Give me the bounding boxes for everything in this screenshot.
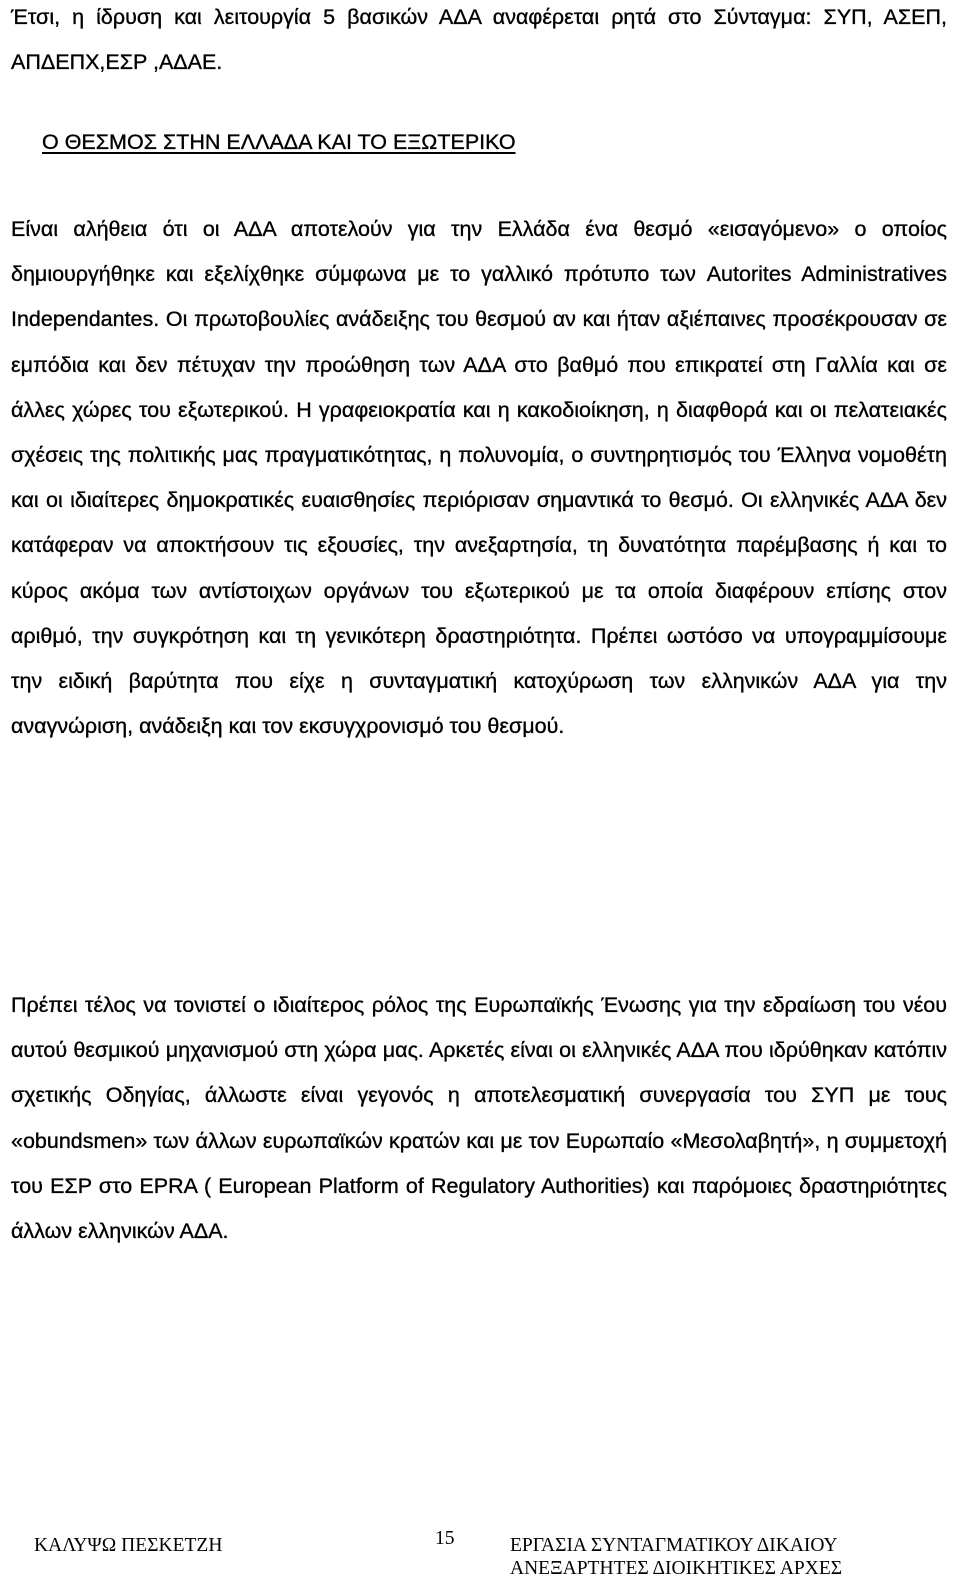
- footer-author: ΚΑΛΥΨΩ ΠΕΣΚΕΤΖΗ: [34, 1535, 223, 1556]
- section-heading: Ο ΘΕΣΜΟΣ ΣΤΗΝ ΕΛΛΑΔΑ ΚΑΙ ΤΟ ΕΞΩΤΕΡΙΚΟ: [42, 130, 516, 154]
- intro-paragraph: [11, 0, 947, 85]
- page-number: 15: [435, 1528, 455, 1549]
- paragraph-1-text: Είναι αλήθεια ότι οι ΑΔΑ αποτελούν για την Ελλάδα ένα θεσμό «εισαγόμενο» ο οποίος δημιουργήθηκε και εξελίχθηκε σύμφωνα με το γαλλικό πρότυπο των Autorites Administratives Independantes. Οι πρωτοβουλίες ανάδειξης του θεσμού αν και ήταν αξιέπαινες προσέκρουσαν σε εμπόδια και δεν πέτυχαν την προώθηση των ΑΔΑ στο βαθμό που επικρατεί στη Γαλλία και σε άλλες χώρες του εξωτερικού. Η γραφειοκρατία και η κακοδιοίκηση, η διαφθορά και οι πελατειακές σχέσεις της πολιτικής μας πραγματικότητας, η πολυνομία, ο συντηρητισμός του Έλληνα νομοθέτη και οι ιδιαίτερες δημοκρατικές ευαισθησίες περιόρισαν σημαντικά το θεσμό. Οι ελληνικές ΑΔΑ δεν κατάφεραν να αποκτήσουν τις εξουσίες, την ανεξαρτησία, τη δυνατότητα παρέμβασης ή και το κύρος ακόμα των αντίστοιχων οργάνων του εξωτερικού με τα οποία διαφέρουν επίσης στον αριθμό, την συγκρότηση και τη γενικότερη δραστηριότητα. Πρέπει ωστόσο να υπογραμμίσουμε την ειδική βαρύτητα που είχε η συνταγματική κατοχύρωση των ελληνικών ΑΔΑ για την αναγνώριση, ανάδειξη και τον εκσυγχρονισμό του θεσμού.: [11, 217, 947, 739]
- footer-subtitle: ΑΝΕΞΑΡΤΗΤΕΣ ΔΙΟΙΚΗΤΙΚΕΣ ΑΡΧΕΣ: [510, 1558, 843, 1579]
- paragraph-1: [11, 207, 947, 749]
- paragraph-2-text: Πρέπει τέλος να τονιστεί ο ιδιαίτερος ρόλος της Ευρωπαϊκής Ένωσης για την εδραίωση του νέου αυτού θεσμικού μηχανισμού στη χώρα μας. Αρκετές είναι οι ελληνικές ΑΔΑ που ιδρύθηκαν κατόπιν σχετικής Οδηγίας, άλλωστε είναι γεγονός η αποτελεσματική συνεργασία του ΣΥΠ με τους «obundsmen» των άλλων ευρωπαϊκών κρατών και με τον Ευρωπαίο «Μεσολαβητή», η συμμετοχή του ΕΣΡ στο EPRA ( European Platform of Regulatory Authorities) και παρόμοιες δραστηριότητες άλλων ελληνικών ΑΔΑ.: [11, 993, 947, 1244]
- intro-text: Έτσι, η ίδρυση και λειτουργία 5 βασικών ΑΔΑ αναφέρεται ρητά στο Σύνταγμα: ΣΥΠ, ΑΣΕΠ, ΑΠΔΕΠΧ,ΕΣΡ ,ΑΔΑΕ.: [11, 5, 947, 75]
- footer-course-title: ΕΡΓΑΣΙΑ ΣΥΝΤΑΓΜΑΤΙΚΟΥ ΔΙΚΑΙΟΥ: [510, 1535, 838, 1556]
- paragraph-2: [11, 983, 947, 1254]
